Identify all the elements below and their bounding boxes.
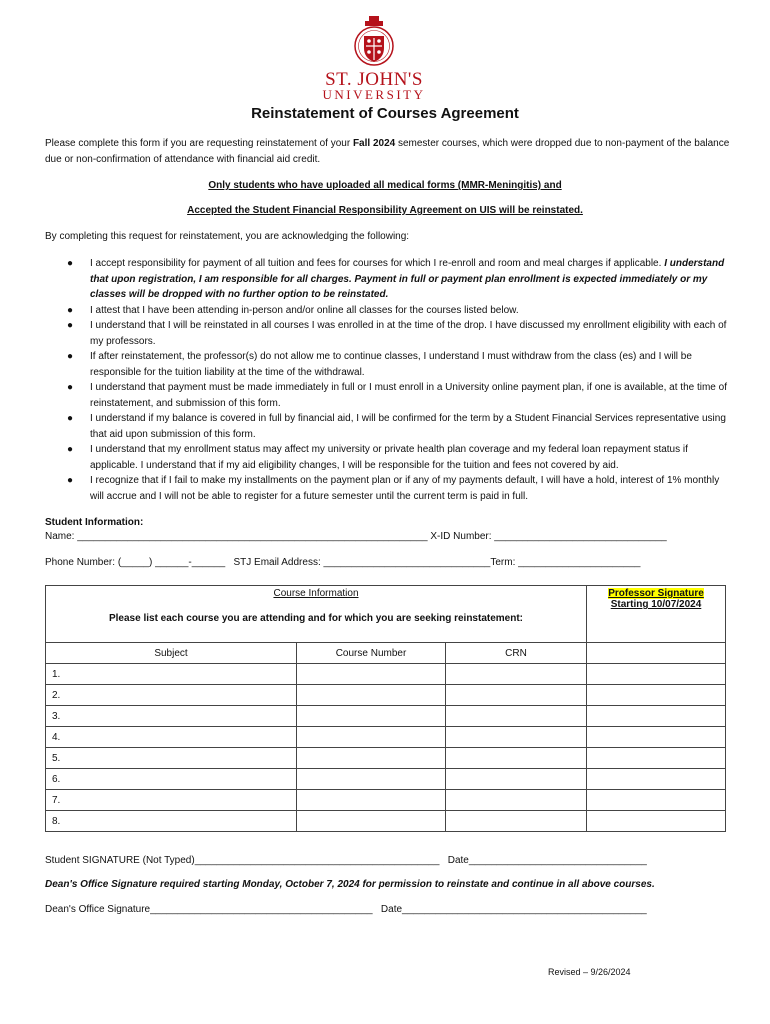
table-row — [46, 727, 726, 748]
logo-name: ST. JOHN'S — [325, 69, 423, 90]
bullet-icon: ● — [67, 382, 74, 393]
intro-text-start: Please complete this form if you are requesting reinstatement of your — [45, 138, 353, 149]
crn-cell[interactable] — [446, 790, 587, 811]
subject-cell[interactable]: 5. — [46, 748, 297, 769]
bullet-icon: ● — [67, 304, 74, 316]
signature-cell[interactable] — [587, 811, 726, 832]
deans-signature-field[interactable]: Dean's Office Signature________________________________________ Date____________________________________________ — [45, 904, 647, 915]
crn-cell[interactable] — [446, 811, 587, 832]
signature-cell[interactable] — [587, 664, 726, 685]
eligibility-line-2: Accepted the Student Financial Responsibility Agreement on UIS will be reinstated. — [187, 205, 583, 216]
subject-cell[interactable]: 6. — [46, 769, 297, 790]
revised-date: Revised – 9/26/2024 — [548, 967, 631, 977]
table-row — [46, 664, 726, 685]
subject-cell[interactable]: 4. — [46, 727, 297, 748]
table-row — [46, 706, 726, 727]
column-header-crn: CRN — [446, 643, 587, 664]
column-header-signature — [587, 643, 726, 664]
subject-cell[interactable]: 3. — [46, 706, 297, 727]
intro-text-end: semester courses, which were dropped due to non-payment of the balance due or non-confirmation of attendance with financial aid credit. — [45, 138, 730, 165]
course-info-title: Course Information — [273, 588, 359, 599]
crn-cell[interactable] — [446, 706, 587, 727]
acknowledgement-list — [45, 256, 735, 504]
list-item: ● I attest that I have been attending in-person and/or online all classes for the courses listed below. — [45, 303, 735, 319]
bullet-icon: ● — [67, 258, 74, 269]
course-number-cell[interactable] — [297, 664, 446, 685]
signature-cell[interactable] — [587, 748, 726, 769]
course-number-cell[interactable] — [297, 748, 446, 769]
professor-signature-date: Starting 10/07/2024 — [610, 599, 702, 610]
eligibility-line-1: Only students who have uploaded all medical forms (MMR-Meningitis) and — [208, 180, 562, 191]
intro-paragraph — [45, 136, 735, 167]
subject-cell[interactable]: 8. — [46, 811, 297, 832]
course-info-header — [46, 586, 587, 643]
table-row — [46, 769, 726, 790]
course-number-cell[interactable] — [297, 769, 446, 790]
course-number-cell[interactable] — [297, 727, 446, 748]
deans-office-note: Dean's Office Signature required starting Monday, October 7, 2024 for permission to reinstate and continue in all above courses. — [45, 879, 655, 890]
course-instructions: Please list each course you are attending and for which you are seeking reinstatement: — [108, 613, 524, 624]
list-item: ● If after reinstatement, the professor(s) do not allow me to continue classes, I understand I must withdraw from the class (es) and I will be responsible for the tuition liability at the time of the withdrawal. — [67, 351, 692, 378]
page-title: Reinstatement of Courses Agreement — [251, 105, 519, 122]
crn-cell[interactable] — [446, 769, 587, 790]
phone-email-term-field[interactable]: Phone Number: (_____) ______-______ STJ Email Address: ______________________________Term: ______________________ — [45, 557, 641, 568]
subject-cell[interactable]: 7. — [46, 790, 297, 811]
crest-icon — [354, 16, 394, 68]
column-header-course-number: Course Number — [297, 643, 446, 664]
list-item: ● I understand that I will be reinstated in all courses I was enrolled in at the time of the drop. I have discussed my enrollment eligibility with each of my professors. — [67, 320, 727, 347]
table-row — [46, 685, 726, 706]
signature-cell[interactable] — [587, 769, 726, 790]
table-row — [46, 811, 726, 832]
student-info-heading: Student Information: — [45, 517, 144, 528]
professor-signature-header — [587, 586, 726, 643]
intro-term: Fall 2024 — [352, 138, 396, 149]
table-row — [46, 790, 726, 811]
crn-cell[interactable] — [446, 685, 587, 706]
name-xid-field[interactable]: Name: _______________________________________________________________ X-ID Number: _______________________________ — [45, 531, 667, 542]
course-number-cell[interactable] — [297, 706, 446, 727]
crn-cell[interactable] — [446, 727, 587, 748]
signature-cell[interactable] — [587, 790, 726, 811]
signature-cell[interactable] — [587, 727, 726, 748]
course-number-cell[interactable] — [297, 790, 446, 811]
university-logo — [318, 16, 430, 108]
subject-cell[interactable]: 1. — [46, 664, 297, 685]
subject-cell[interactable]: 2. — [46, 685, 297, 706]
signature-cell[interactable] — [587, 706, 726, 727]
logo-university: UNIVERSITY — [322, 87, 426, 102]
bullet-icon: ● — [67, 475, 74, 486]
signature-cell[interactable] — [587, 685, 726, 706]
crn-cell[interactable] — [446, 748, 587, 769]
bullet-icon: ● — [67, 351, 74, 362]
bullet-icon: ● — [67, 413, 74, 424]
acknowledge-text: By completing this request for reinstatement, you are acknowledging the following: — [45, 231, 410, 242]
list-item: ● I understand that my enrollment status may affect my university or private health plan coverage and my federal loan repayment status if applicable. I understand that if my aid eligibility changes, I will be responsible for the tuition and fees not covered by aid. — [67, 444, 688, 471]
bullet-icon: ● — [67, 320, 74, 331]
list-item: ● I understand if my balance is covered in full by financial aid, I will be confirmed for the term by a Student Financial Services representative using that aid upon submission of this form. — [67, 413, 726, 440]
column-header-subject: Subject — [46, 643, 297, 664]
bullet-icon: ● — [67, 444, 74, 455]
course-number-cell[interactable] — [297, 811, 446, 832]
crn-cell[interactable] — [446, 664, 587, 685]
student-signature-field[interactable]: Student SIGNATURE (Not Typed)____________________________________________ Date________________________________ — [45, 855, 647, 866]
list-item: ● I recognize that if I fail to make my installments on the payment plan or if any of my payments default, I will have a hold, interest of 1% monthly will accrue and I will not be able to register for a future semester until the current term is paid in full. — [67, 475, 720, 502]
table-row — [46, 748, 726, 769]
course-number-cell[interactable] — [297, 685, 446, 706]
course-table — [45, 585, 726, 832]
list-item: ● I understand that payment must be made immediately in full or I must enroll in a University online payment plan, if one is available, at the time of reinstatement, and submission of this form. — [67, 382, 727, 409]
professor-signature-label: Professor Signature — [608, 588, 704, 599]
list-item: ● I accept responsibility for payment of all tuition and fees for courses for which I re-enroll and room and meal charges if applicable. I understand that upon registration, I am responsible for all charges. Payment in full or payment plan enrollment is expected immediately or my classes will be dropped with no further option to be reinstated. — [67, 258, 725, 300]
